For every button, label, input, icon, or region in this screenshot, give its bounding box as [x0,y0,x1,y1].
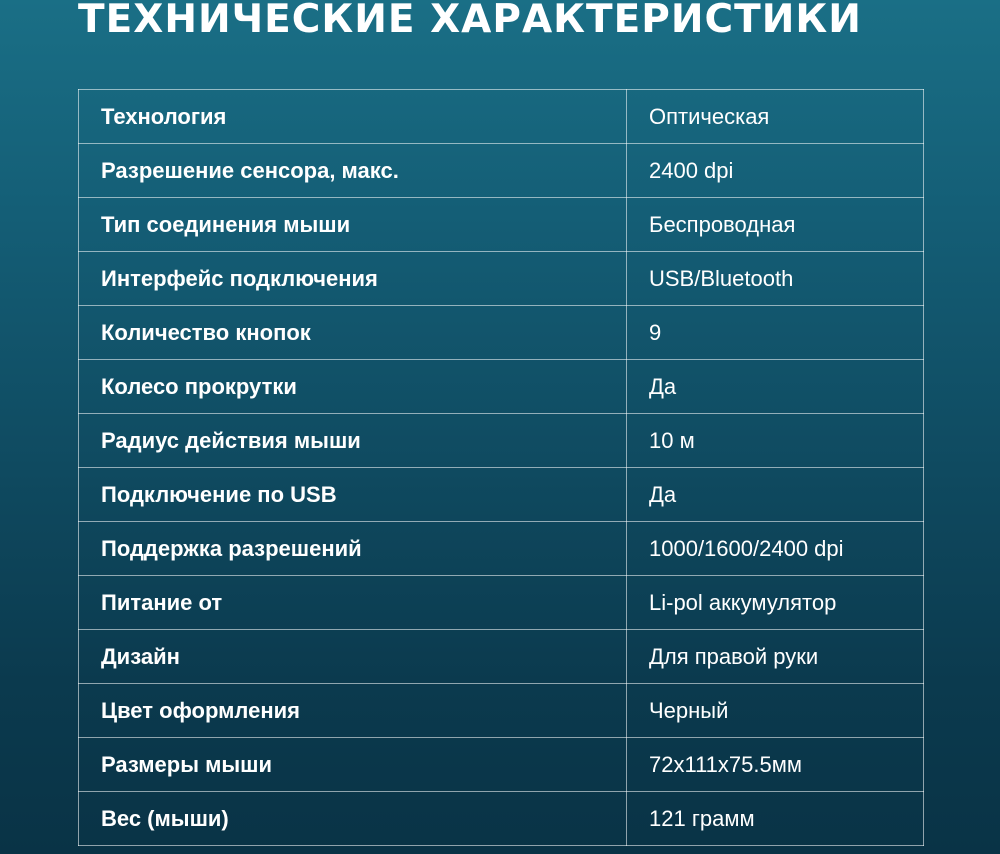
table-row [79,468,924,522]
table-row [79,576,924,630]
page-title: ТЕХНИЧЕСКИЕ ХАРАКТЕРИСТИКИ [78,0,862,42]
spec-param: Размеры мыши [79,738,627,792]
table-row [79,360,924,414]
table-row [79,792,924,846]
spec-param: Колесо прокрутки [79,360,627,414]
spec-param: Питание от [79,576,627,630]
spec-value: 121 грамм [627,792,924,846]
spec-value: 1000/1600/2400 dpi [627,522,924,576]
table-row [79,252,924,306]
table-row [79,144,924,198]
spec-value: Для правой руки [627,630,924,684]
spec-value: 2400 dpi [627,144,924,198]
spec-value: Оптическая [627,90,924,144]
spec-param: Технология [79,90,627,144]
spec-value: 72x111x75.5мм [627,738,924,792]
spec-param: Дизайн [79,630,627,684]
table-row [79,738,924,792]
spec-param: Количество кнопок [79,306,627,360]
spec-param: Вес (мыши) [79,792,627,846]
table-row [79,630,924,684]
spec-param: Разрешение сенсора, макс. [79,144,627,198]
table-row [79,522,924,576]
table-row [79,198,924,252]
spec-value: USB/Bluetooth [627,252,924,306]
spec-param: Подключение по USB [79,468,627,522]
table-row [79,90,924,144]
spec-param: Цвет оформления [79,684,627,738]
spec-value: 9 [627,306,924,360]
table-row [79,684,924,738]
spec-value: Да [627,360,924,414]
spec-param: Интерфейс подключения [79,252,627,306]
spec-param: Поддержка разрешений [79,522,627,576]
spec-param: Радиус действия мыши [79,414,627,468]
spec-value: Да [627,468,924,522]
spec-value: 10 м [627,414,924,468]
spec-value: Черный [627,684,924,738]
spec-table [78,89,924,846]
table-row [79,306,924,360]
spec-value: Li-pol аккумулятор [627,576,924,630]
spec-param: Тип соединения мыши [79,198,627,252]
spec-value: Беспроводная [627,198,924,252]
table-row [79,414,924,468]
